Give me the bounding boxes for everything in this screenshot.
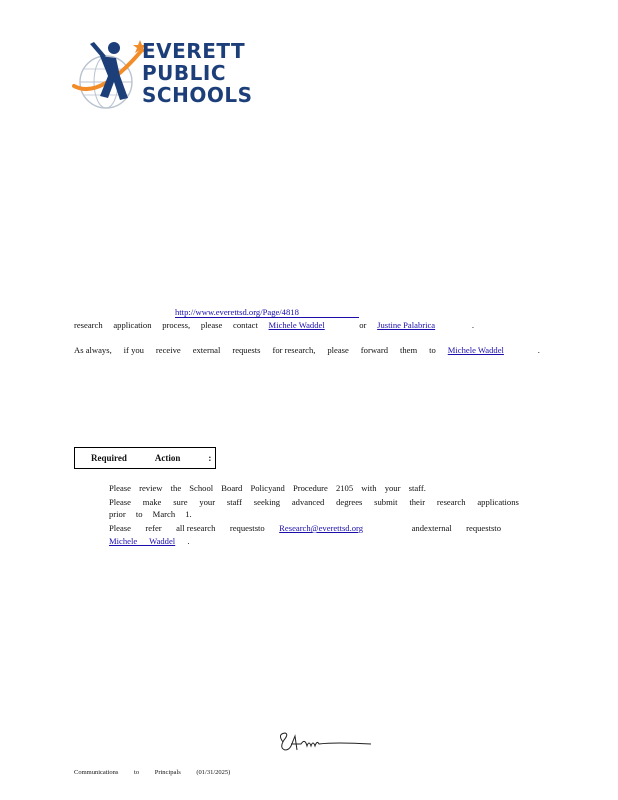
p2-period: .	[537, 345, 540, 355]
required-label: Required	[91, 453, 127, 463]
p1-period: .	[471, 320, 474, 330]
b2-word: applications	[477, 497, 519, 507]
b3-word: all research	[176, 523, 216, 533]
b2-word: advanced	[291, 497, 325, 507]
p2-word: to	[429, 345, 436, 355]
paragraph-forward-requests	[74, 345, 540, 355]
b3-word: requeststo	[466, 523, 501, 533]
b3-period: .	[187, 536, 190, 546]
b3-word: Please	[109, 523, 131, 533]
p1-word: application	[113, 320, 152, 330]
bullet-2-line-1	[109, 497, 519, 507]
p2-word: forward	[360, 345, 388, 355]
logo-emblem-icon	[70, 36, 150, 112]
action-label: Action	[154, 453, 181, 463]
p2-word: As always,	[74, 345, 112, 355]
logo-wordmark	[142, 40, 252, 106]
b3-word: requeststo	[229, 523, 265, 533]
p1-word: contact	[233, 320, 258, 330]
b2-word: staff	[226, 497, 242, 507]
bullet-3-line-1	[109, 523, 501, 533]
b3-word: refer	[145, 523, 162, 533]
p2-word: requests	[232, 345, 261, 355]
b2-word: their	[409, 497, 426, 507]
logo-line-2: PUBLIC	[142, 61, 227, 85]
b2-word: your	[199, 497, 216, 507]
michele-waddel-link-3[interactable]: Michele Waddel	[109, 536, 176, 546]
bullet-2-line-2: prior to March 1.	[109, 509, 192, 519]
b2-word: make	[142, 497, 162, 507]
logo-line-1: EVERETT	[142, 39, 246, 63]
footer-text: Communications to Principals (01/31/2025)	[74, 769, 231, 776]
research-email-link[interactable]: Research@everettsd.org	[279, 523, 364, 533]
p1-word: process,	[162, 320, 191, 330]
p2-word: external	[192, 345, 221, 355]
handwritten-signature-icon	[275, 728, 375, 756]
bullet-3-line-2	[109, 536, 190, 546]
b2-word: submit	[374, 497, 398, 507]
p2-word: receive	[155, 345, 181, 355]
logo-line-3: SCHOOLS	[142, 83, 253, 107]
p1-word: research	[74, 320, 103, 330]
p2-word: please	[327, 345, 349, 355]
michele-waddel-link[interactable]: Michele Waddel	[268, 320, 325, 330]
b2-word: sure	[173, 497, 188, 507]
action-colon: :	[208, 453, 212, 463]
research-page-url[interactable]: http://www.everettsd.org/Page/4818	[175, 307, 359, 318]
b2-word: seeking	[253, 497, 281, 507]
p1-or: or	[359, 320, 367, 330]
p2-word: them	[399, 345, 418, 355]
b2-word: degrees	[336, 497, 363, 507]
p2-word: if you	[123, 345, 144, 355]
bullet-1-text: Please review the School Board Policyand Procedure 2105 with your staff.	[109, 483, 426, 493]
b2-word: research	[436, 497, 466, 507]
p2-word: for research,	[272, 345, 316, 355]
michele-waddel-link-2[interactable]: Michele Waddel	[447, 345, 504, 355]
required-action-box	[74, 447, 216, 469]
b2-word: Please	[109, 497, 131, 507]
paragraph-research-process	[74, 320, 474, 330]
p1-word: please	[200, 320, 223, 330]
everett-public-schools-logo	[70, 36, 260, 112]
signature-image	[275, 728, 375, 756]
justine-palabrica-link[interactable]: Justine Palabrica	[377, 320, 436, 330]
b3-word: andexternal	[411, 523, 452, 533]
